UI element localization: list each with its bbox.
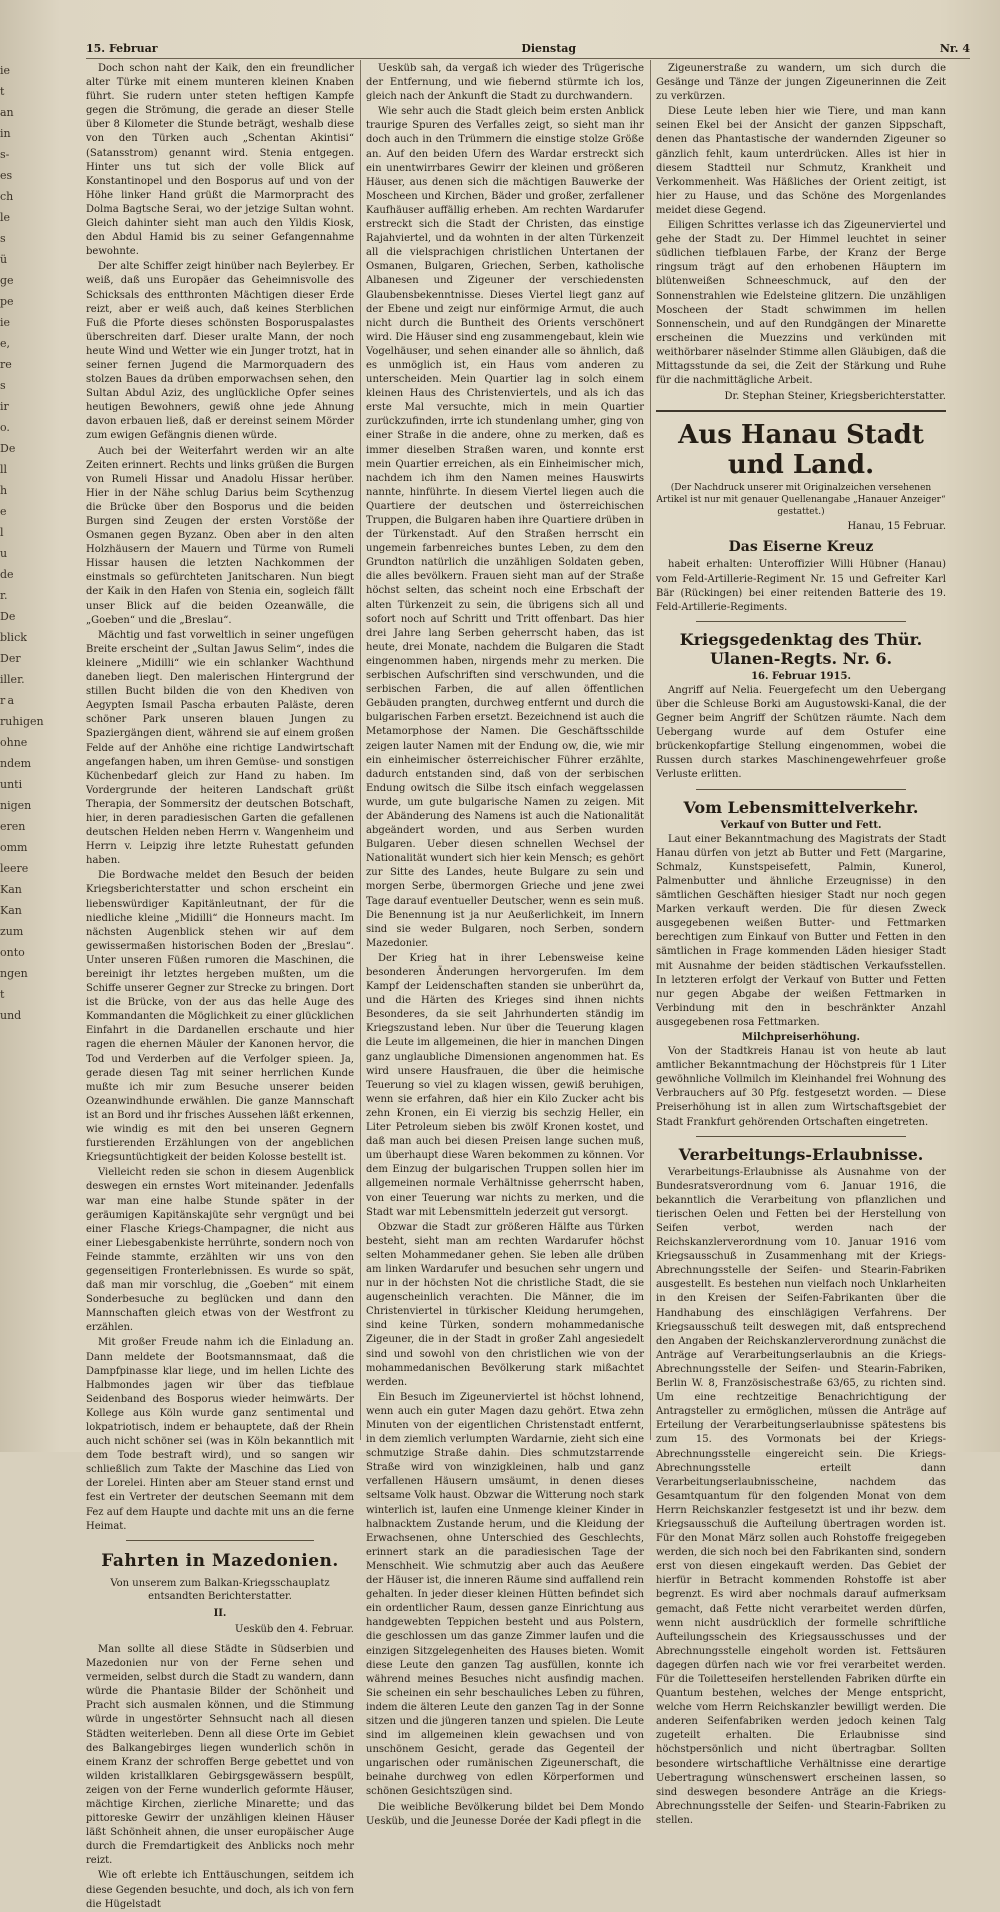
paragraph: Auch bei der Weiterfahrt werden wir an alte Zeiten erinnert. Rechts und links grüßen die Burgen von Rumeli Hissar und Anadolu Hissar herüber. Hier in der Nähe schlug Darius beim Scythenzug die Brücke über den Bosporus und die beiden Burgen sind Zeugen der ersten Vorstöße der Osmanen gegen Byzanz. Oben aber in den alten Holzhäusern der Mauern und Türme von Rumeli Hissar hausen die letzten Nachkommen der einstmals so gefürchteten Janitscharen. Nun biegt der Kaik in den Hafen von Stenia ein, sogleich fällt unser Blick auf die beiden Ozeanwälle, die „Goeben“ und die „Breslau“. xyxy=(86,445,354,626)
paragraph: Der alte Schiffer zeigt hinüber nach Beylerbey. Er weiß, daß uns Europäer das Geheimnisvolle des Schicksals des entthronten Mächtigen dieser Erde reizt, aber er weiß auch, daß keines Sterblichen Fuß die Pforte dieses schönsten Bosporuspalastes überschreiten darf. Dieser uralte Mann, der noch heute Wind und Wetter wie ein Junger trotzt, hat in seiner fernen Jugend die Marmorquadern des stolzen Baues da drüben emporwachsen sehen, den Sultan Abdul Aziz, des unglückliche Opfer seines heutigen Bewohners, gewiß ohne jede Ahnung davon erbauen ließ, daß er dereinst seinem Mörder zum ewigen Gefängnis dienen würde. xyxy=(86,261,354,442)
column-2 xyxy=(366,62,644,1827)
paragraph: Mit großer Freude nahm ich die Einladung an. Dann meldete der Bootsmannsmaat, daß die Dampfpinasse klar liege, und im hellen Lichte des Halbmondes jagen wir über das tiefblaue Seidenband des Bosporus wieder heimwärts. Der Kollege aus Köln wurde ganz sentimental und lokpatriotisch, indem er behauptete, daß der Rhein auch nicht schöner sei (was in Köln bekanntlich mit dem Tode bestraft wird), und so sangen wir schließlich zum Takte der Maschine das Lied von der Lorelei. Hinten aber am Steuer stand ernst und fest ein Vertreter der deutschen Seemann mit dem Fez auf dem Haupte und dachte mit uns an die ferne Heimat. xyxy=(86,1337,354,1532)
article-subtitle: Von unserem zum Balkan-Kriegsschauplatz entsandten Berichterstatter. xyxy=(110,1577,330,1602)
paragraph: Man sollte all diese Städte in Südserbien und Mazedonien nur von der Ferne sehen und vermeiden, selbst durch die Stadt zu wandern, dann würde die Phantasie Bilder der Schönheit und Pracht sich ausmalen können, und die Stimmung würde in ungestörter Sehnsucht nach all diesen Städten weiterleben. Denn all diese Orte im Gebiet des Balkangebirges liegen wunderlich schön in einem Kranz der schroffen Berge gebettet und von wilden kristallklaren Gebirgsgewässern bespült, zeigen von der Ferne wunderlich geformte Häuser, mächtige Kirchen, zierliche Minarette; und das pittoreske Gewirr der unzähligen kleinen Häuser läßt Schönheit ahnen, die unser europäischer Auge durch die Fremdartigkeit des Anblicks noch mehr reizt. xyxy=(86,1643,354,1867)
edge-fragment: s xyxy=(0,379,6,392)
edge-fragment: an xyxy=(0,106,14,119)
edge-fragment: ir xyxy=(0,400,9,413)
separator xyxy=(696,789,906,790)
edge-fragment: omm xyxy=(0,841,28,854)
edge-fragment: s xyxy=(0,232,6,245)
paragraph: Laut einer Bekanntmachung des Magistrats der Stadt Hanau dürfen von jetzt ab Butter und Fett (Margarine, Schmalz, Kunstspeisefett, Palmin, Kunerol, Palmenbutter und ähnliche Erzeugnisse) in den sämtlichen Geschäften hiesiger Stadt nur noch gegen Marken verkauft werden. Die für diesen Zweck ausgegebenen weißen Butter- und Fettmarken berechtigen zum Einkauf von Butter und Fetten in den sämtlichen in Frage kommenden Läden hiesiger Stadt mit Ausnahme der beiden städtischen Verkaufsstellen. In letzteren erfolgt der Verkauf von Butter und Fetten nur gegen Abgabe der weißen Fettmarken in Verbindung mit den in beschränkter Anzahl ausgegebenen rosa Fettmarken. xyxy=(656,833,946,1028)
header-day: Dienstag xyxy=(521,42,577,55)
edge-fragment: De xyxy=(0,442,16,455)
edge-fragment: und xyxy=(0,1009,22,1022)
paragraph: Uesküb sah, da vergaß ich wieder des Trügerische der Entfernung, und wie fiebernd stürmte ich los, gleich nach der Ankunft die Stadt zu durchwandern. xyxy=(366,63,644,103)
edge-fragment: pe xyxy=(0,295,14,308)
edge-fragment: t xyxy=(0,988,5,1001)
edge-fragment: l xyxy=(0,526,4,539)
edge-fragment: e, xyxy=(0,337,11,350)
edge-fragment: u xyxy=(0,547,8,560)
edge-fragment: o. xyxy=(0,421,10,434)
paragraph: Von der Stadtkreis Hanau ist von heute ab laut amtlicher Bekanntmachung der Höchstpreis für 1 Liter gewöhnliche Vollmilch im Kleinhandel frei Wohnung des Verbrauchers auf 30 Pfg. festgesetzt worden. — Diese Preiserhöhung ist in allen zum Wirtschaftsgebiet der Stadt Frankfurt gehörenden Ortschaften eingetreten. xyxy=(656,1046,946,1128)
separator xyxy=(696,621,906,622)
paragraph: Diese Leute leben hier wie Tiere, und man kann seinen Ekel bei der Ansicht der ganzen Sippschaft, denen das Phantastische der wandernden Zigeuner so gänzlich fehlt, kaum unterdrücken. Alles ist hier in diesem Stadtteil nur Schmutz, Krankheit und Verkommenheit. Was Häßliches der Orient zeitigt, ist hier zu Hause, und das Schöne des Morgenlandes meidet diese Gegend. xyxy=(656,106,946,216)
edge-fragment: blick xyxy=(0,631,27,644)
paragraph: Wie sehr auch die Stadt gleich beim ersten Anblick traurige Spuren des Verfalles zeigt, so sieht man ihr doch auch in den Trümmern die einstige stolze Größe an. Auf den beiden Ufern des Wardar erstreckt sich ein unentwirrbares Gewirr der kleinen und größeren Häuser, aus denen sich die mächtigen Bauwerke der Moscheen und Kirchen, Bäder und großer, zerfallener Kaufhäuser auffällig erheben. Am rechten Wardarufer erstreckt sich die Stadt der Christen, das einstige Rajahviertel, und da wohnten in der alten Türkenzeit all die vielsprachigen christlichen Untertanen der Osmanen, Bulgaren, Griechen, Serben, katholische Albanesen und Zigeuner der verschiedensten Glaubensbekenntnisse. Dieses Viertel liegt ganz auf der Ebene und zeigt nur einförmige Armut, die auch nicht durch die Buntheit des Orients verschönert wird. Die Häuser sind eng zusammengebaut, klein wie Vogelhäuser, und sehen einander alle so ähnlich, daß es unmöglich ist, ein Haus vom anderen zu unterscheiden. Mein Quartier lag in solch einem kleinen Haus des Christenviertels, und als ich das erste Mal versuchte, mich in mein Quartier zurückzufinden, irrte ich stundenlang umher, ging von einer Straße in die andere, ohne zu merken, daß es immer dieselben Straßen waren, und konnte erst mein Quartier erreichen, als ein Einheimischer mich, nachdem ich ihm den Namen meines Hauswirts nannte, hinführte. In diesem Viertel liegen auch die Quartiere der deutschen und österreichischen Truppen, die Bulgaren haben ihre Quartiere drüben in der Türkenstadt. Auf den Straßen herrscht ein ungemein farbenreiches buntes Leben, zu dem den Grundton natürlich die unzähligen Soldaten geben, die alles bevölkern. Frauen sieht man auf der Straße höchst selten, das scheint noch eine Erbschaft der alten Türkenzeit zu sein, die übrigens sich all und sofort noch auf Schritt und Tritt offenbart. Das hier drei Jahre lang Serben geherrscht haben, das ist heute, drei Monate, nachdem die Bulgaren die Stadt eingenommen haben, nirgends mehr zu merken. Die serbischen Aufschriften sind verschwunden, und die serbischen Farben, die auf allen öffentlichen Gebäuden prangten, durchweg entfernt und durch die bulgarischen Farben ersetzt. Bezeichnend ist auch die Metamorphose der Namen. Die Geschäftsschilde zeigen lauter Namen mit der Endung ow, die, wie mir ein einheimischer österreichischer Führer erzählte, dadurch entstanden sind, daß von der serbischen Endung owitsch die Silbe itsch einfach weggelassen wurde, um gute bulgarische Namen zu zeigen. Mit der Abänderung des Namens ist auch die Nationalität abgeändert worden, und aus Serben wurden Bulgaren. Ueber diesen schnellen Wechsel der Nationalität wundert sich hier kein Mensch; es gehört zur Sitte des Landes, heute Bulgare zu sein und morgen Serbe, übermorgen Grieche und jene zwei Tage darauf eventueller Deutscher, wenn es sein muß. Die Benennung ist ja nur Aeußerlichkeit, im Innern sind sie weder Bulgaren, noch Serben, sondern Mazedonier. xyxy=(366,106,644,949)
edge-fragment: nigen xyxy=(0,799,32,812)
edge-fragment: ie xyxy=(0,316,11,329)
paragraph: Die Bordwache meldet den Besuch der beiden Kriegsberichterstatter und schon erscheint ein liebenswürdiger Kapitänleutnant, der für die niedliche kleine „Midilli“ die Honneurs macht. Im nächsten Augenblick stehen wir auf dem gewissermaßen historischen Boden der „Breslau“. Unter unseren Füßen rumoren die Maschinen, die bereinigt ihr letztes hergeben mußten, um die Schiffe unserer Gegner zur Strecke zu bringen. Dort ist die Brücke, von der aus das helle Auge des Kommandanten die Möglichkeit zu einer glücklichen Einfahrt in die Dardanellen erschaute und hier ragen die ehernen Mäuler der Kanonen hervor, die Tod und Verderben auf die Verfolger spieen. Ja, gerade diesen Tag mit seiner herrlichen Kunde mußte ich mir zum Besuche unserer beiden Ozeanwindhunde erwählen. Die ganze Mannschaft ist an Bord und ihr frisches Aussehen läßt erkennen, wie windig es mit den bei unseren Gegnern furstierenden Erzählungen von der angeblichen Kriegsuntüchtigkeit der beiden Kolosse bestellt ist. xyxy=(86,870,354,1164)
header-marker: Nr. 4 xyxy=(939,42,970,55)
subheading-butter: Verkauf von Butter und Fett. xyxy=(720,819,882,831)
separator xyxy=(126,1540,314,1541)
paragraph: Angriff auf Nelia. Feuergefecht um den Uebergang über die Schleuse Borki am Augustowski-Kanal, die der Gegner beim Angriff der Schützen räumte. Nach dem Uebergang wurde auf dem Ostufer eine brückenkopfartige Stellung eingenommen, wobei die Russen durch starkes Maschinengewehrfeuer große Verluste erlitten. xyxy=(656,684,946,781)
edge-fragment: unti xyxy=(0,778,23,791)
column-1 xyxy=(86,62,354,1910)
edge-fragment: es xyxy=(0,169,13,182)
edge-fragment: ge xyxy=(0,274,14,287)
left-edge-fragments xyxy=(0,60,44,1452)
edge-fragment: ü xyxy=(0,253,8,266)
paragraph: Vielleicht reden sie schon in diesem Augenblick deswegen ein ernstes Wort miteinander. Jedenfalls war man eine halbe Stunde später in der geräumigen Kapitänskajüte sehr vergnügt und bei einer Flasche Kriegs-Champagner, die nicht aus einer Liebesgabenkiste herrührte, sondern noch von Feinde stammte, erzählten wir uns von den gegenseitigen Fronterlebnissen. Es wurde so spät, daß man mir vorschlug, die „Goeben“ mit einem Sonderbesuche zu beglücken und dann den Mannschaften gleich etwas von der Westfront zu erzählen. xyxy=(86,1167,354,1334)
edge-fragment: Der xyxy=(0,652,21,665)
edge-fragment: t xyxy=(0,85,5,98)
edge-fragment: r. xyxy=(0,589,8,602)
part-number: II. xyxy=(213,1607,227,1619)
edge-fragment: ch xyxy=(0,190,14,203)
edge-fragment: Kan xyxy=(0,904,22,917)
page-header xyxy=(86,42,970,59)
subheading-milk: Milchpreiserhöhung. xyxy=(742,1031,860,1043)
paragraph: Obzwar die Stadt zur größeren Hälfte aus Türken besteht, sieht man am rechten Wardarufer höchst selten Mohammedaner gehen. Sie leben alle drüben am linken Wardarufer und besuchen sehr ungern und nur in der höchsten Not die christliche Stadt, die sie augenscheinlich verachten. Die Männer, die im Christenviertel in türkischer Kleidung herumgehen, sind keine Türken, sondern mohammedanische Zigeuner, die in der Stadt in großer Zahl angesiedelt sind und sowohl von den christlichen wie von der mohammedanischen Bevölkerung stark mißachtet werden. xyxy=(366,1221,644,1388)
paragraph: Eiligen Schrittes verlasse ich das Zigeunerviertel und gehe der Stadt zu. Der Himmel leuchtet in seiner südlichen tiefblauen Farbe, der Kranz der Berge ringsum trägt auf den erhobenen Häuptern im blütenweißen Schneeschmuck, auf den der Sonnenstrahlen wie Edelsteine glitzern. Die unzähligen Moscheen der Stadt schwimmen im hellen Sonnenschein, und auf den Rundgängen der Minarette erscheinen die Muezzins und verkünden mit weithörbarer näselnder Stimme allen Gläubigen, daß die Mittagsstunde da sei, die Zeit der Stärkung und Ruhe für die nachmittägliche Arbeit. xyxy=(656,220,946,387)
edge-fragment: e xyxy=(0,505,7,518)
edge-fragment: onto xyxy=(0,946,25,959)
edge-fragment: ohne xyxy=(0,736,28,749)
paragraph: Ein Besuch im Zigeunerviertel ist höchst lohnend, wenn auch ein guter Magen dazu gehört. Etwa zehn Minuten von der eigentlichen Christenstadt entfernt, in dem ziemlich verlumpten Wardarnie, zieht sich eine schmutzige Straße dahin. Dies schmutzstarrende Straße wird von winzigkleinen, halb und ganz verfallenen Häusern umsäumt, in denen dieses seltsame Volk haust. Obzwar die Witterung noch stark winterlich ist, laufen eine Unmenge kleiner Kinder in halbnacktem Zustande herum, und die Kleidung der Erwachsenen, ohne Unterschied des Geschlechts, erinnert stark an die paradiesischen Tage der Menschheit. Wie schmutzig aber auch das Aeußere der Häuser ist, die inneren Räume sind auffallend rein gehalten. In jeder dieser kleinen Hütten befindet sich ein ordentlicher Raum, dessen ganze Einrichtung aus handgewebten Teppichen besteht und aus Polstern, die geschlossen um das ganze Zimmer laufen und die einzigen Sitzgelegenheiten des Hauses bieten. Womit diese Leute den ganzen Tag ausfüllen, konnte ich während meines Besuches nicht ausfindig machen. Sie scheinen ein sehr beschauliches Leben zu führen, indem die älteren Leute den ganzen Tag in der Sonne sitzen und die jüngeren tanzen und spielen. Die Leute sind im allgemeinen klein gewachsen und von unschönem Gesicht, gerade das Gegenteil der ungarischen oder rumänischen Zigeunerschaft, die beinahe durchweg von edlen Körperformen und schönen Gesichtszügen sind. xyxy=(366,1391,644,1798)
edge-fragment: re xyxy=(0,358,12,371)
edge-fragment: leere xyxy=(0,862,29,875)
edge-fragment: De xyxy=(0,610,16,623)
signature: Dr. Stephan Steiner, Kriegsberichterstatter. xyxy=(724,391,946,403)
heading-erlaubnisse: Verarbeitungs-Erlaubnisse. xyxy=(678,1144,924,1164)
dateline: Uesküb den 4. Februar. xyxy=(235,1623,354,1635)
paragraph: Die weibliche Bevölkerung bildet bei Dem Mondo Uesküb, und die Jeunesse Dorée der Kadi pflegt in die xyxy=(366,1801,644,1827)
header-date: 15. Februar xyxy=(86,42,158,55)
heading-ulanen: Kriegsgedenktag des Thür. Ulanen-Regts. Nr. 6. xyxy=(679,629,923,668)
edge-fragment: le xyxy=(0,211,11,224)
edge-fragment: ngen xyxy=(0,967,28,980)
paragraph: habeit erhalten: Unteroffizier Willi Hübner (Hanau) vom Feld-Artillerie-Regiment Nr. 15 und Gefreiter Karl Bär (Rückingen) bei einer reitenden Batterie des 19. Feld-Artillerie-Regiments. xyxy=(656,559,946,613)
edge-fragment: in xyxy=(0,127,11,140)
edge-fragment: zum xyxy=(0,925,24,938)
section-title: Aus Hanau Stadt und Land. xyxy=(678,420,924,481)
dateline: Hanau, 15 Februar. xyxy=(847,521,946,533)
column-rule xyxy=(650,60,651,1440)
paragraph: Wie oft erlebte ich Enttäuschungen, seitdem ich diese Gegenden besuchte, und doch, als ich von fern die Hügelstadt xyxy=(86,1870,354,1910)
edge-fragment: iller. xyxy=(0,673,25,686)
edge-fragment: r a xyxy=(0,694,15,707)
paragraph: Doch schon naht der Kaik, den ein freundlicher alter Türke mit einem munteren kleinen Knaben führt. Sie rudern unter steten heftigen Kampfe gegen die Strömung, die gerade an dieser Stelle über 8 Kilometer die Stunde beträgt, weshalb diese von den Türken auch „Schentan Akintisi“ (Satansstrom) genannt wird. Stenia entgegen. Hinter uns tut sich der volle Blick auf Konstantinopel und den Bosporus auf und von der Höhe linker Hand grüßt die Marmorpracht des Dolma Bagtsche Serai, wo der jetzige Sultan wohnt. Gleich dahinter sieht man auch den Yildis Kiosk, den Abdul Hamid bis zu seiner Gefangennahme bewohnte. xyxy=(86,63,354,258)
edge-fragment: ndem xyxy=(0,757,32,770)
edge-fragment: eren xyxy=(0,820,26,833)
edge-fragment: s- xyxy=(0,148,10,161)
edge-fragment: h xyxy=(0,484,8,497)
paragraph: Zigeunerstraße zu wandern, um sich durch die Gesänge und Tänze der jungen Zigeunerinnen die Zeit zu verkürzen. xyxy=(656,63,946,103)
edge-fragment: ll xyxy=(0,463,8,476)
heading-lebensmittel: Vom Lebensmittelverkehr. xyxy=(683,797,919,817)
paragraph: Mächtig und fast vorweltlich in seiner ungefügen Breite erscheint der „Sultan Jawus Selim“, indes die kleinere „Midilli“ wie ein schlanker Wachthund daneben liegt. Den malerischen Hintergrund der stillen Bucht bilden die von den Khediven von Aegypten Ismail Pascha erbauten Paläste, deren schöner Park unseren blauen Jungen zu Spaziergängen dient, während sie auf einem großen Felde auf der Anhöhe eine richtige Landwirtschaft angefangen haben, um ihren Gemüse- und sonstigen Küchenbedarf gleich zur Hand zu haben. Im Vordergrunde der heiteren Landschaft grüßt Therapia, der Sommersitz der deutschen Botschaft, hier, in deren paradiesischen Garten die gefallenen deutschen Helden neben Herrn v. Wangenheim und Herrn v. Leipzig ihre letzte Ruhestatt gefunden haben. xyxy=(86,629,354,867)
paragraph: Verarbeitungs-Erlaubnisse als Ausnahme von der Bundesratsverordnung vom 6. Januar 1916, die bekanntlich die Verarbeitung von pflanzlichen und tierischen Oelen und Fetten bei der Herstellung von Seifen verbot, werden nach der Reichskanzlerverordnung vom 10. Januar 1916 vom Kriegsausschuß in Zusammenhang mit der Kriegs-Abrechnungsstelle der Seifen- und Stearin-Fabriken ausgestellt. Es bestehen nun vielfach noch Unklarheiten in den Kreisen der Seifen-Fabrikanten über die Handhabung des einschlägigen Verfahrens. Der Kriegsausschuß teilt deswegen mit, daß entsprechend den Angaben der Reichskanzlerverordnung zunächst die Anträge auf Verarbeitungserlaubnis an die Kriegs-Abrechnungsstelle der Seifen- und Stearin-Fabriken, Berlin W. 8, Französischestraße 63/65, zu richten sind. Um eine rechtzeitige Benachrichtigung der Antragsteller zu ermöglichen, müssen die Anträge auf Erteilung der Verarbeitungserlaubnisse spätestens bis zum 15. des Vormonats bei der Kriegs-Abrechnungsstelle eingereicht sein. Die Kriegs-Abrechnungsstelle erteilt dann Verarbeitungserlaubnisscheine, nachdem das Gesamtquantum für den folgenden Monat von dem Herrn Reichskanzler festgesetzt ist und ihr bezw. dem Kriegsausschuß die Aufteilung übertragen worden ist. Für den Monat März sollen auch Rohstoffe freigegeben werden, die sich noch bei den Fabrikanten sind, sondern erst von diesen eingekauft werden. Das Gebiet der hierfür in Betracht kommenden Rohstoffe ist aber begrenzt. Es wird aber nochmals darauf aufmerksam gemacht, daß Fette nicht verarbeitet werden dürfen, wenn nicht ausdrücklich der formelle schriftliche Aufteilungsschein des Kriegsausschusses und der Abrechnungsstelle eingeholt worden ist. Fettsäuren dagegen dürfen nach wie vor frei verarbeitet werden. Für die Toiletteseifen herstellenden Fabriken dürfte ein Quantum bestehen, welches der Menge entspricht, welche vom Herrn Reichskanzler bewilligt werden. Die anderen Seifenfabriken werden jedoch keinen Talg zugeteilt erhalten. Die Erlaubnisse sind höchstpersönlich und nicht übertragbar. Sollten besondere wirtschaftliche Verhältnisse eine derartige Uebertragung wünschenswert erscheinen lassen, so sind deswegen besondere Anträge an die Kriegs-Abrechnungsstelle der Seifen- und Stearin-Fabriken zu stellen. xyxy=(656,1166,946,1826)
edge-fragment: de xyxy=(0,568,14,581)
article-title: Fahrten in Mazedonien. xyxy=(101,1550,339,1571)
heading-iron-cross: Das Eiserne Kreuz xyxy=(728,539,874,556)
separator xyxy=(656,410,946,412)
column-rule xyxy=(360,60,361,1440)
paragraph: Der Krieg hat in ihrer Lebensweise keine besonderen Änderungen hervorgerufen. Im dem Kampf der Leidenschaften standen sie unberührt da, und die Härten des Krieges sind ihnen nichts Besonderes, da sie seit Jahrhunderten ständig im Kriegszustand leben. Nur über die Teuerung klagen die Leute im allgemeinen, die hier in manchen Dingen ganz unglaubliche Dimensionen angenommen hat. Es wird unsere Hausfrauen, die über die heimische Teuerung so viel zu klagen wissen, gewiß beruhigen, wenn sie erfahren, daß hier ein Kilo Zucker acht bis zehn Kronen, ein Ei vierzig bis sechzig Heller, ein Liter Petroleum sieben bis zwölf Kronen kostet, und daß man auch bei diesen Preisen lange suchen muß, um überhaupt diese Waren bekommen zu können. Vor dem Einzug der bulgarischen Truppen sollen hier im allgemeinen normale Verhältnisse geherrscht haben, von einer Teuerung war nichts zu merken, und die Stadt war mit Lebensmitteln jederzeit gut versorgt. xyxy=(366,952,644,1218)
column-3 xyxy=(656,62,946,1826)
reprint-note: (Der Nachdruck unserer mit Originalzeichen versehenen Artikel ist nur mit genauer Quellenangabe „Hanauer Anzeiger“ gestattet.) xyxy=(656,483,946,518)
edge-fragment: ruhigen xyxy=(0,715,44,728)
edge-fragment: Kan xyxy=(0,883,22,896)
edge-fragment: ie xyxy=(0,64,11,77)
separator xyxy=(696,1136,906,1137)
date-ulanen: 16. Februar 1915. xyxy=(751,670,851,682)
